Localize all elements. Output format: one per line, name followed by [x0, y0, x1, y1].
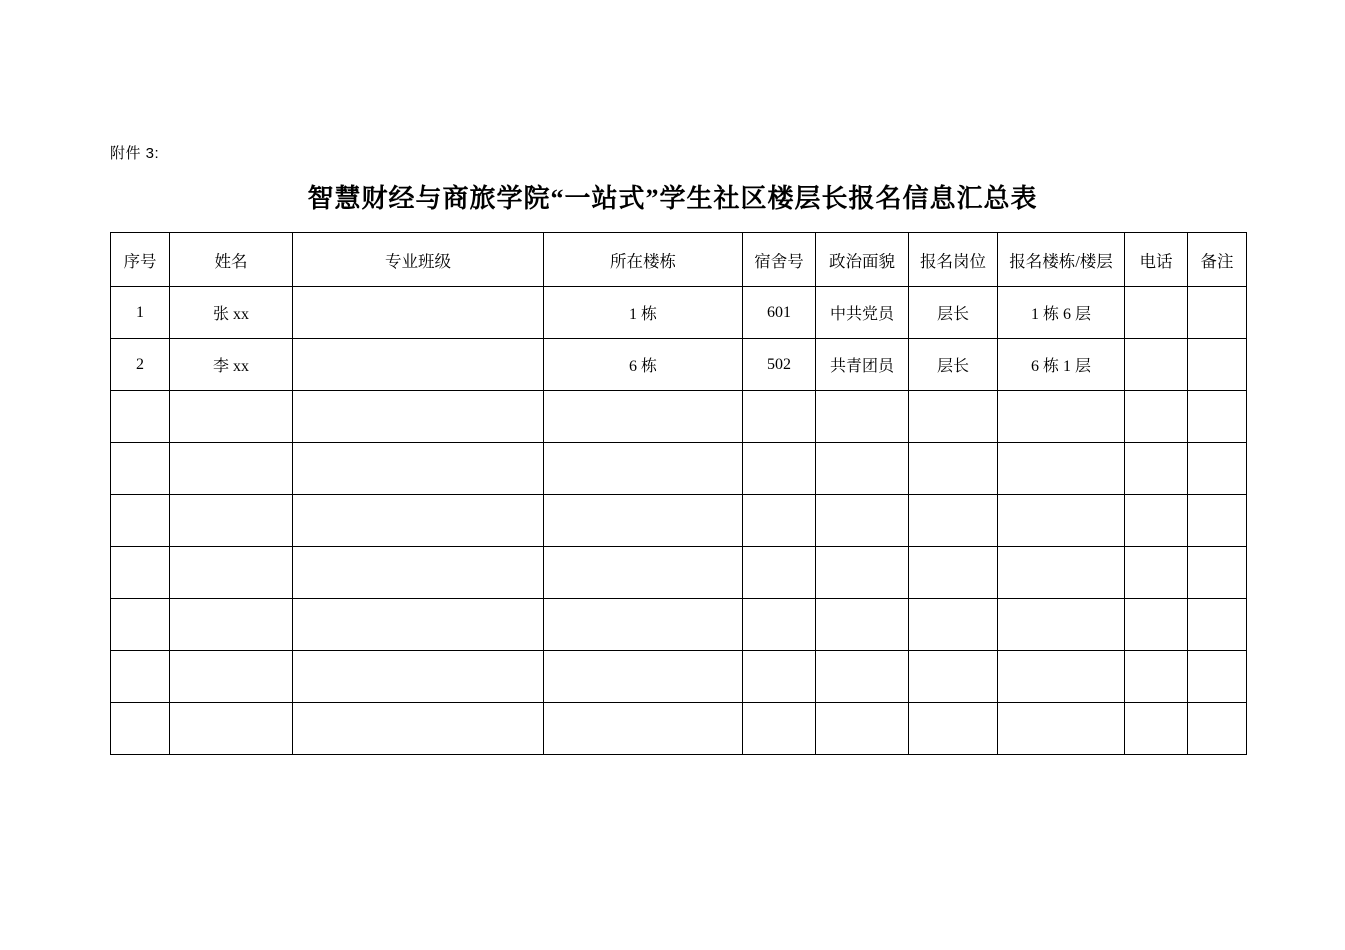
- cell-name: [170, 495, 293, 547]
- cell-political-status: [816, 651, 909, 703]
- cell-applied-building-floor: [998, 443, 1125, 495]
- cell-dorm-number: [743, 703, 816, 755]
- cell-index: [111, 703, 170, 755]
- cell-political-status: [816, 599, 909, 651]
- cell-political-status: [816, 703, 909, 755]
- cell-applied-post: 层长: [909, 339, 998, 391]
- cell-remarks: [1188, 495, 1247, 547]
- table-row: [111, 703, 1247, 755]
- cell-political-status: 共青团员: [816, 339, 909, 391]
- cell-remarks: [1188, 339, 1247, 391]
- column-header-index: 序号: [111, 233, 170, 287]
- cell-major-class: [293, 495, 544, 547]
- table-row: [111, 547, 1247, 599]
- cell-building: [544, 599, 743, 651]
- table-row: [111, 495, 1247, 547]
- cell-applied-post: [909, 391, 998, 443]
- cell-name: [170, 599, 293, 651]
- cell-building: 6 栋: [544, 339, 743, 391]
- cell-phone: [1125, 339, 1188, 391]
- cell-name: 张 xx: [170, 287, 293, 339]
- cell-remarks: [1188, 547, 1247, 599]
- cell-applied-building-floor: [998, 599, 1125, 651]
- cell-applied-post: [909, 443, 998, 495]
- table-row: [111, 339, 1247, 391]
- cell-dorm-number: [743, 599, 816, 651]
- cell-index: [111, 547, 170, 599]
- cell-phone: [1125, 599, 1188, 651]
- column-header-remarks: 备注: [1188, 233, 1247, 287]
- cell-dorm-number: [743, 547, 816, 599]
- cell-index: [111, 651, 170, 703]
- cell-dorm-number: [743, 495, 816, 547]
- table-row: [111, 443, 1247, 495]
- cell-political-status: [816, 495, 909, 547]
- cell-remarks: [1188, 651, 1247, 703]
- cell-remarks: [1188, 287, 1247, 339]
- cell-name: [170, 391, 293, 443]
- cell-applied-post: [909, 547, 998, 599]
- cell-index: 1: [111, 287, 170, 339]
- cell-dorm-number: [743, 391, 816, 443]
- cell-building: [544, 651, 743, 703]
- cell-applied-building-floor: [998, 495, 1125, 547]
- cell-applied-post: [909, 651, 998, 703]
- cell-dorm-number: [743, 651, 816, 703]
- cell-applied-post: 层长: [909, 287, 998, 339]
- cell-applied-building-floor: [998, 703, 1125, 755]
- cell-building: [544, 443, 743, 495]
- cell-phone: [1125, 287, 1188, 339]
- table-row: [111, 287, 1247, 339]
- cell-index: [111, 391, 170, 443]
- cell-major-class: [293, 703, 544, 755]
- cell-applied-building-floor: [998, 547, 1125, 599]
- cell-dorm-number: 502: [743, 339, 816, 391]
- cell-phone: [1125, 703, 1188, 755]
- cell-political-status: [816, 443, 909, 495]
- cell-dorm-number: [743, 443, 816, 495]
- column-header-major-class: 专业班级: [293, 233, 544, 287]
- cell-building: [544, 391, 743, 443]
- cell-phone: [1125, 391, 1188, 443]
- column-header-applied-post: 报名岗位: [909, 233, 998, 287]
- table-header-row: [111, 233, 1247, 287]
- table-row: [111, 599, 1247, 651]
- cell-applied-building-floor: [998, 391, 1125, 443]
- cell-applied-post: [909, 495, 998, 547]
- cell-phone: [1125, 443, 1188, 495]
- cell-applied-post: [909, 703, 998, 755]
- column-header-political-status: 政治面貌: [816, 233, 909, 287]
- cell-major-class: [293, 547, 544, 599]
- page-title: 智慧财经与商旅学院“一站式”学生社区楼层长报名信息汇总表: [307, 184, 1038, 213]
- cell-building: [544, 547, 743, 599]
- cell-major-class: [293, 391, 544, 443]
- cell-major-class: [293, 651, 544, 703]
- column-header-name: 姓名: [170, 233, 293, 287]
- cell-index: [111, 443, 170, 495]
- attachment-label: 附件 3:: [110, 145, 160, 162]
- cell-political-status: 中共党员: [816, 287, 909, 339]
- cell-remarks: [1188, 599, 1247, 651]
- cell-phone: [1125, 495, 1188, 547]
- cell-phone: [1125, 547, 1188, 599]
- cell-name: [170, 547, 293, 599]
- cell-name: 李 xx: [170, 339, 293, 391]
- cell-applied-building-floor: [998, 651, 1125, 703]
- cell-name: [170, 703, 293, 755]
- cell-index: 2: [111, 339, 170, 391]
- cell-major-class: [293, 443, 544, 495]
- cell-applied-building-floor: 1 栋 6 层: [998, 287, 1125, 339]
- registration-table: [110, 232, 1247, 755]
- column-header-phone: 电话: [1125, 233, 1188, 287]
- cell-building: [544, 703, 743, 755]
- cell-remarks: [1188, 391, 1247, 443]
- table-row: [111, 391, 1247, 443]
- column-header-dorm-number: 宿舍号: [743, 233, 816, 287]
- cell-dorm-number: 601: [743, 287, 816, 339]
- cell-political-status: [816, 391, 909, 443]
- cell-name: [170, 443, 293, 495]
- column-header-building: 所在楼栋: [544, 233, 743, 287]
- cell-applied-post: [909, 599, 998, 651]
- table-row: [111, 651, 1247, 703]
- cell-index: [111, 599, 170, 651]
- cell-major-class: [293, 599, 544, 651]
- cell-applied-building-floor: 6 栋 1 层: [998, 339, 1125, 391]
- cell-remarks: [1188, 443, 1247, 495]
- cell-index: [111, 495, 170, 547]
- cell-remarks: [1188, 703, 1247, 755]
- cell-name: [170, 651, 293, 703]
- cell-phone: [1125, 651, 1188, 703]
- cell-political-status: [816, 547, 909, 599]
- column-header-applied-building-floor: 报名楼栋/楼层: [998, 233, 1125, 287]
- cell-building: 1 栋: [544, 287, 743, 339]
- cell-major-class: [293, 287, 544, 339]
- cell-building: [544, 495, 743, 547]
- cell-major-class: [293, 339, 544, 391]
